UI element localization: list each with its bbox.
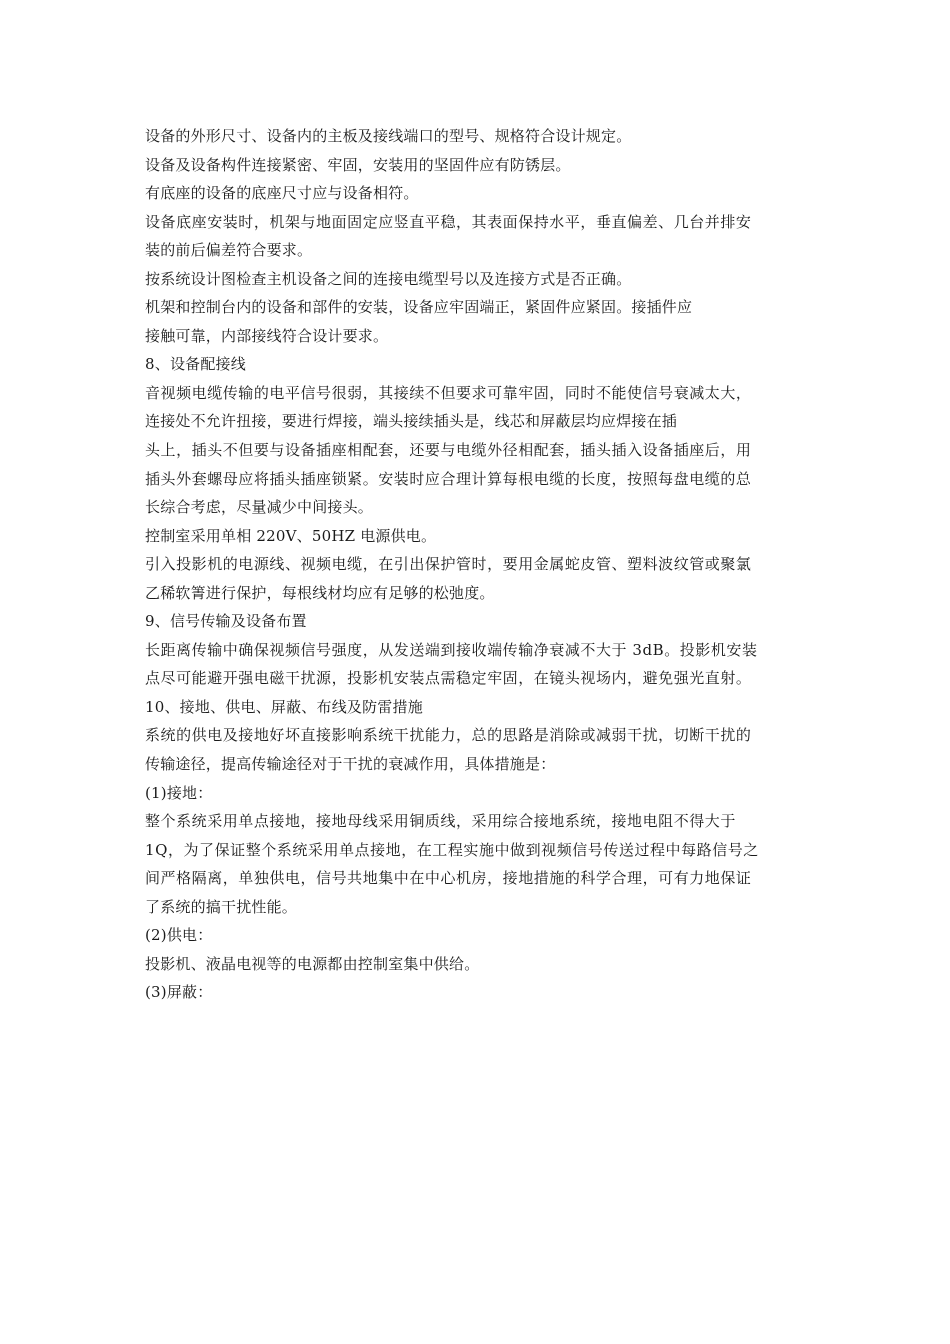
section-heading: 10、接地、供电、屏蔽、布线及防雷措施 — [145, 697, 423, 716]
text-line: 接触可靠，内部接线符合设计要求。 — [145, 326, 389, 345]
text-line: 传输途径，提高传输途径对于干扰的衰减作用，具体措施是： — [145, 755, 556, 774]
text-line: 乙稀软箐进行保护，每根线材均应有足够的松弛度。 — [145, 583, 495, 602]
text-line: 设备底座安装时，机架与地面固定应竖直平稳，其表面保持水平，垂直偏差、几台并排安 — [145, 212, 752, 231]
text-line: 点尽可能避开强电磁干扰源，投影机安装点需稳定牢固，在镜头视场内，避免强光直射。 — [145, 669, 752, 688]
text-line: 头上，插头不但要与设备插座相配套，还要与电缆外径相配套，插头插入设备插座后，用 — [145, 441, 752, 460]
text-line: 1Q，为了保证整个系统采用单点接地，在工程实施中做到视频信号传送过程中每路信号之 — [145, 840, 759, 859]
text-line: 插头外套螺母应将插头插座锁紧。安装时应合理计算每根电缆的长度，按照每盘电缆的总 — [145, 469, 752, 488]
text-line: 控制室采用单相 220V、50HZ 电源供电。 — [145, 526, 437, 545]
subsection-heading: (2)供电： — [145, 926, 213, 945]
document-body — [145, 122, 825, 1007]
text-line: 投影机、液晶电视等的电源都由控制室集中供给。 — [145, 954, 480, 973]
section-heading: 8、设备配接线 — [145, 355, 246, 374]
text-line: 有底座的设备的底座尺寸应与设备相符。 — [145, 184, 419, 203]
text-line: 引入投影机的电源线、视频电缆，在引出保护管时，要用金属蛇皮管、塑料波纹管或聚氯 — [145, 555, 752, 574]
text-line: 设备的外形尺寸、设备内的主板及接线端口的型号、规格符合设计规定。 — [145, 127, 632, 145]
text-line: 装的前后偏差符合要求。 — [145, 241, 313, 260]
text-line: 设备及设备构件连接紧密、牢固，安装用的坚固件应有防锈层。 — [145, 155, 571, 174]
text-line: 长距离传输中确保视频信号强度，从发送端到接收端传输净衰减不大于 3dB。投影机安装 — [145, 640, 758, 659]
text-line: 间严格隔离，单独供电，信号共地集中在中心机房，接地措施的科学合理，可有力地保证 — [145, 869, 752, 888]
section-heading: 9、信号传输及设备布置 — [145, 612, 307, 631]
subsection-heading: (3)屏蔽： — [145, 983, 213, 1002]
text-line: 按系统设计图检查主机设备之间的连接电缆型号以及连接方式是否正确。 — [145, 269, 632, 288]
subsection-heading: (1)接地： — [145, 783, 213, 802]
text-line: 整个系统采用单点接地，接地母线采用铜质线，采用综合接地系统，接地电阻不得大于 — [145, 812, 736, 831]
text-line: 长综合考虑，尽量减少中间接头。 — [145, 498, 374, 517]
text-line: 系统的供电及接地好坏直接影响系统干扰能力，总的思路是消除或减弱干扰，切断干扰的 — [145, 726, 752, 745]
text-line: 连接处不允许扭接，要进行焊接，端头接续插头是，线芯和屏蔽层均应焊接在插 — [145, 412, 678, 431]
text-line: 了系统的搞干扰性能。 — [145, 897, 298, 916]
text-line: 机架和控制台内的设备和部件的安装，设备应牢固端正，紧固件应紧固。接插件应 — [145, 298, 693, 317]
text-line: 音视频电缆传输的电平信号很弱，其接续不但要求可靠牢固，同时不能使信号衰减太大， — [145, 383, 752, 402]
